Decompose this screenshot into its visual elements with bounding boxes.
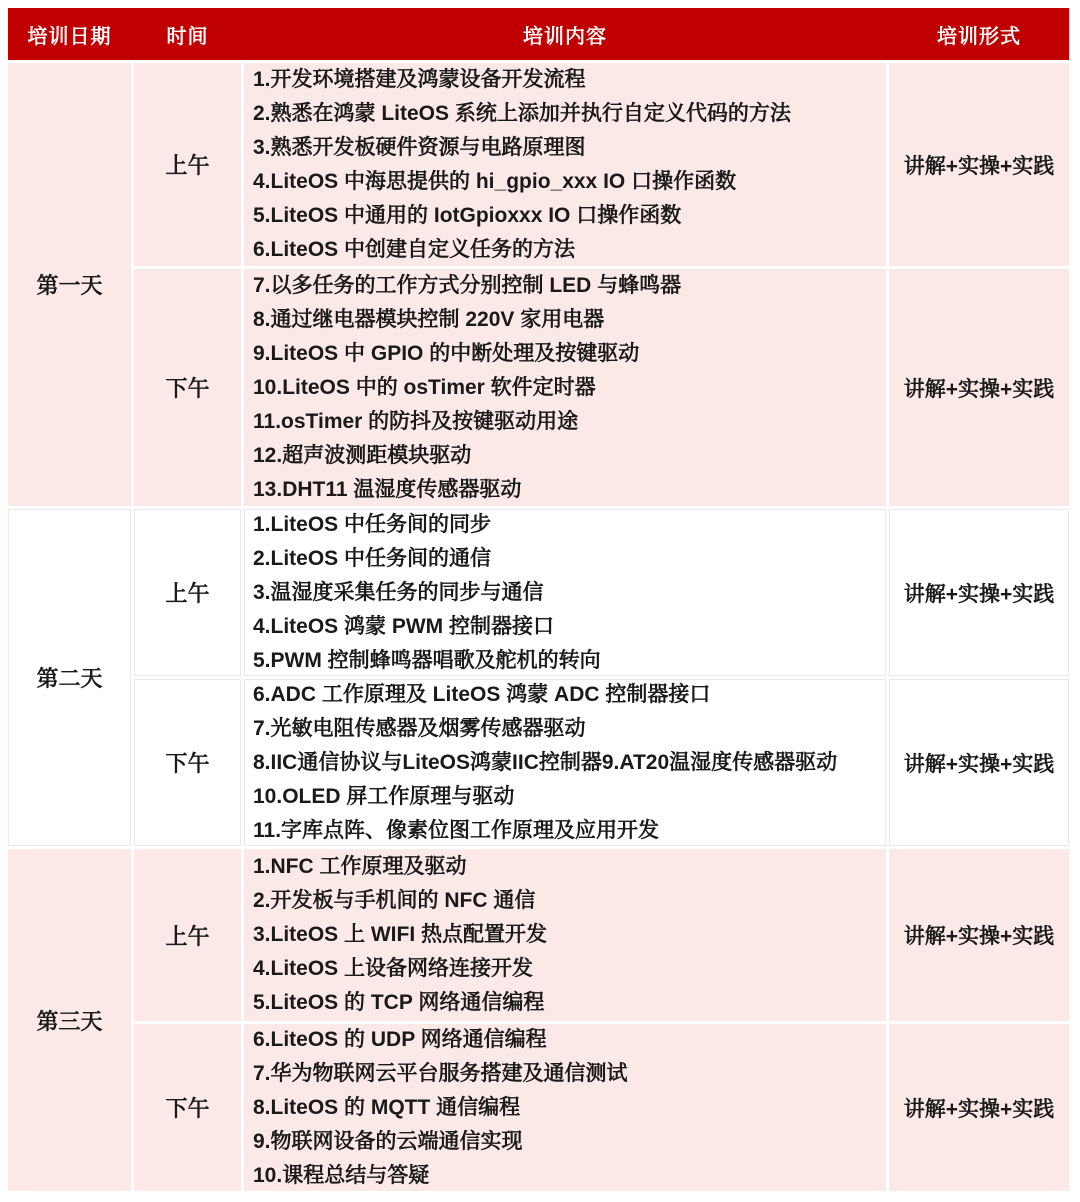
- content-item: 5.LiteOS 中通用的 IotGpioxxx IO 口操作函数: [253, 203, 682, 227]
- day1-morning-time-label: 上午: [134, 63, 241, 266]
- content-item: 5.LiteOS 的 TCP 网络通信编程: [253, 991, 545, 1014]
- content-item: 8.IIC通信协议与LiteOS鸿蒙IIC控制器9.AT20温湿度传感器驱动: [253, 750, 838, 774]
- content-item: 3.温湿度采集任务的同步与通信: [253, 580, 544, 604]
- day1-afternoon-content: [244, 269, 886, 506]
- header-cell-training-format: 培训形式: [937, 25, 1021, 48]
- content-item: 3.LiteOS 上 WIFI 热点配置开发: [253, 923, 548, 946]
- content-item: 11.字库点阵、像素位图工作原理及应用开发: [253, 818, 660, 842]
- content-item: 2.开发板与手机间的 NFC 通信: [253, 889, 536, 912]
- content-item: 4.LiteOS 鸿蒙 PWM 控制器接口: [253, 614, 555, 638]
- day1-afternoon-time-label: 下午: [134, 269, 241, 506]
- table-header-row: [8, 8, 1069, 60]
- day3-morning-format: 讲解+实操+实践: [889, 849, 1069, 1021]
- day1-morning-content: [244, 63, 886, 266]
- content-item: 10.OLED 屏工作原理与驱动: [253, 784, 515, 808]
- day2-morning-time-label: 上午: [134, 509, 241, 676]
- content-item: 12.超声波测距模块驱动: [253, 443, 472, 467]
- table-header-bar: [8, 8, 1069, 60]
- content-item: 1.LiteOS 中任务间的同步: [253, 512, 492, 536]
- content-item: 6.ADC 工作原理及 LiteOS 鸿蒙 ADC 控制器接口: [253, 682, 711, 706]
- day1-afternoon-format: 讲解+实操+实践: [889, 269, 1069, 506]
- day2-afternoon-time-label: 下午: [134, 679, 241, 846]
- content-item: 2.熟悉在鸿蒙 LiteOS 系统上添加并执行自定义代码的方法: [253, 101, 791, 125]
- day2-afternoon-format: 讲解+实操+实践: [889, 679, 1069, 846]
- day2-morning-format: 讲解+实操+实践: [889, 509, 1069, 676]
- day2-label: 第二天: [8, 509, 131, 846]
- content-item: 8.通过继电器模块控制 220V 家用电器: [253, 307, 605, 331]
- content-item: 10.LiteOS 中的 osTimer 软件定时器: [253, 375, 596, 399]
- content-item: 1.NFC 工作原理及驱动: [253, 855, 467, 878]
- content-item: 3.熟悉开发板硬件资源与电路原理图: [253, 135, 586, 159]
- header-cell-training-content: 培训内容: [523, 25, 607, 48]
- content-item: 4.LiteOS 中海思提供的 hi_gpio_xxx IO 口操作函数: [253, 169, 737, 193]
- content-item: 5.PWM 控制蜂鸣器唱歌及舵机的转向: [253, 648, 601, 672]
- day1-label: 第一天: [8, 63, 131, 506]
- content-item: 10.课程总结与答疑: [253, 1163, 430, 1187]
- header-cell-training-date: 培训日期: [27, 25, 112, 48]
- content-item: 7.华为物联网云平台服务搭建及通信测试: [253, 1061, 628, 1085]
- header-cell-time: 时间: [166, 25, 209, 48]
- content-item: 13.DHT11 温湿度传感器驱动: [253, 477, 522, 501]
- content-item: 6.LiteOS 中创建自定义任务的方法: [253, 237, 576, 261]
- content-item: 1.开发环境搭建及鸿蒙设备开发流程: [253, 67, 586, 91]
- day3-afternoon-content: [244, 1024, 886, 1191]
- day3-label: 第三天: [8, 849, 131, 1191]
- day2-afternoon-content: [244, 679, 886, 846]
- day3-afternoon-time-label: 下午: [134, 1024, 241, 1191]
- day3-morning-time-label: 上午: [134, 849, 241, 1021]
- content-item: 8.LiteOS 的 MQTT 通信编程: [253, 1095, 521, 1119]
- content-item: 11.osTimer 的防抖及按键驱动用途: [253, 409, 579, 433]
- content-item: 7.以多任务的工作方式分别控制 LED 与蜂鸣器: [253, 273, 682, 297]
- content-item: 9.物联网设备的云端通信实现: [253, 1129, 523, 1153]
- content-item: 2.LiteOS 中任务间的通信: [253, 546, 492, 570]
- content-item: 6.LiteOS 的 UDP 网络通信编程: [253, 1027, 547, 1051]
- content-item: 7.光敏电阻传感器及烟雾传感器驱动: [253, 716, 586, 740]
- day3-afternoon-format: 讲解+实操+实践: [889, 1024, 1069, 1191]
- content-item: 9.LiteOS 中 GPIO 的中断处理及按键驱动: [253, 341, 640, 365]
- content-item: 4.LiteOS 上设备网络连接开发: [253, 957, 534, 980]
- training-schedule-table: [8, 8, 1069, 1191]
- day3-morning-content: [244, 849, 886, 1021]
- day1-morning-format: 讲解+实操+实践: [889, 63, 1069, 266]
- day2-morning-content: [244, 509, 886, 676]
